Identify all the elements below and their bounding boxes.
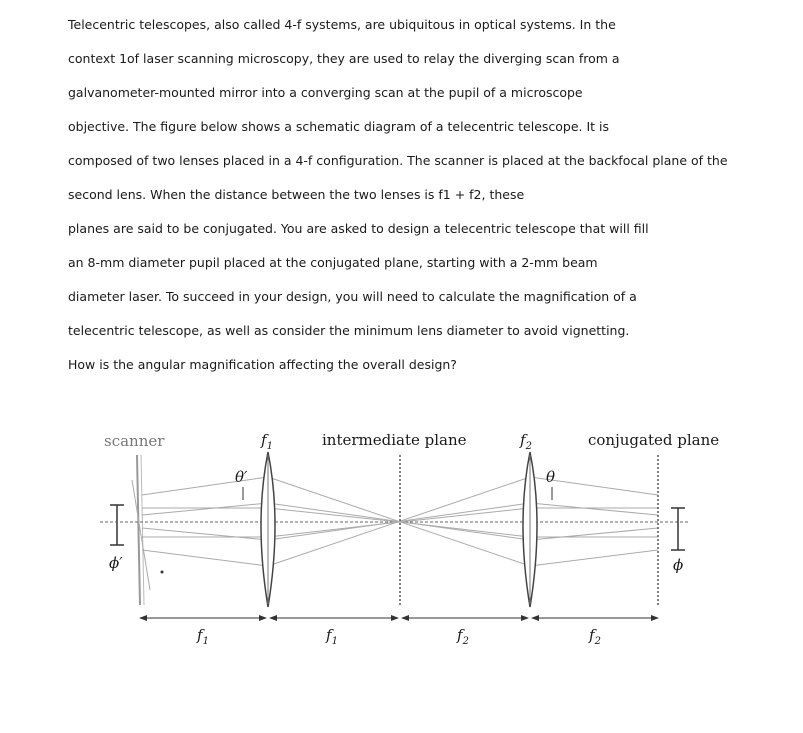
conjugated-plane-label: conjugated plane — [588, 431, 720, 449]
dist-label-f2-b: $f_2$ — [589, 626, 601, 647]
text-line: an 8-mm diameter pupil placed at the conjugated plane, starting with a 2-mm beam — [68, 255, 598, 270]
lens1-focal-label: $f_1$ — [261, 431, 273, 452]
scanner-label: scanner — [104, 432, 165, 450]
text-line: second lens. When the distance between the two lenses is f1 + f2, these — [68, 187, 525, 202]
dist-label-f1-b: $f_1$ — [326, 626, 338, 647]
dist-label-f1-a: $f_1$ — [197, 626, 209, 647]
problem-text — [68, 10, 788, 384]
phi-label: ϕ — [673, 556, 684, 574]
lens2-focal-label: $f_2$ — [520, 431, 532, 452]
theta-prime-marker — [235, 468, 248, 500]
svg-text:θ: θ — [546, 468, 556, 486]
text-line: objective. The figure below shows a schematic diagram of a telecentric telescope. It is — [68, 119, 610, 134]
lens-1 — [261, 452, 275, 607]
dist-label-f2-a: $f_2$ — [457, 626, 469, 647]
text-line: telecentric telescope, as well as consider the minimum lens diameter to avoid vignetting. — [68, 323, 630, 338]
lens-2 — [523, 452, 537, 607]
scanner-pivot-dot — [161, 571, 164, 574]
telescope-diagram — [0, 400, 803, 660]
text-line: diameter laser. To succeed in your design, you will need to calculate the magnification of a — [68, 289, 637, 304]
scanner-mirror — [132, 455, 150, 605]
theta-marker — [546, 468, 555, 500]
text-line: composed of two lenses placed in a 4-f configuration. The scanner is placed at the backfocal plane of the — [68, 153, 728, 168]
phi-prime-bracket — [110, 505, 124, 545]
text-line: galvanometer-mounted mirror into a converging scan at the pupil of a microscope — [68, 85, 583, 100]
svg-text:θ′: θ′ — [235, 468, 248, 486]
phi-bracket — [671, 508, 685, 550]
text-line: Telecentric telescopes, also called 4-f systems, are ubiquitous in optical systems. In the — [68, 17, 616, 32]
text-line: context 1of laser scanning microscopy, they are used to relay the diverging scan from a — [68, 51, 620, 66]
text-line: planes are said to be conjugated. You are asked to design a telecentric telescope that will fill — [68, 221, 649, 236]
text-line: How is the angular magnification affecting the overall design? — [68, 357, 457, 372]
intermediate-plane-label: intermediate plane — [322, 431, 467, 449]
phi-prime-label: ϕ′ — [109, 554, 123, 572]
